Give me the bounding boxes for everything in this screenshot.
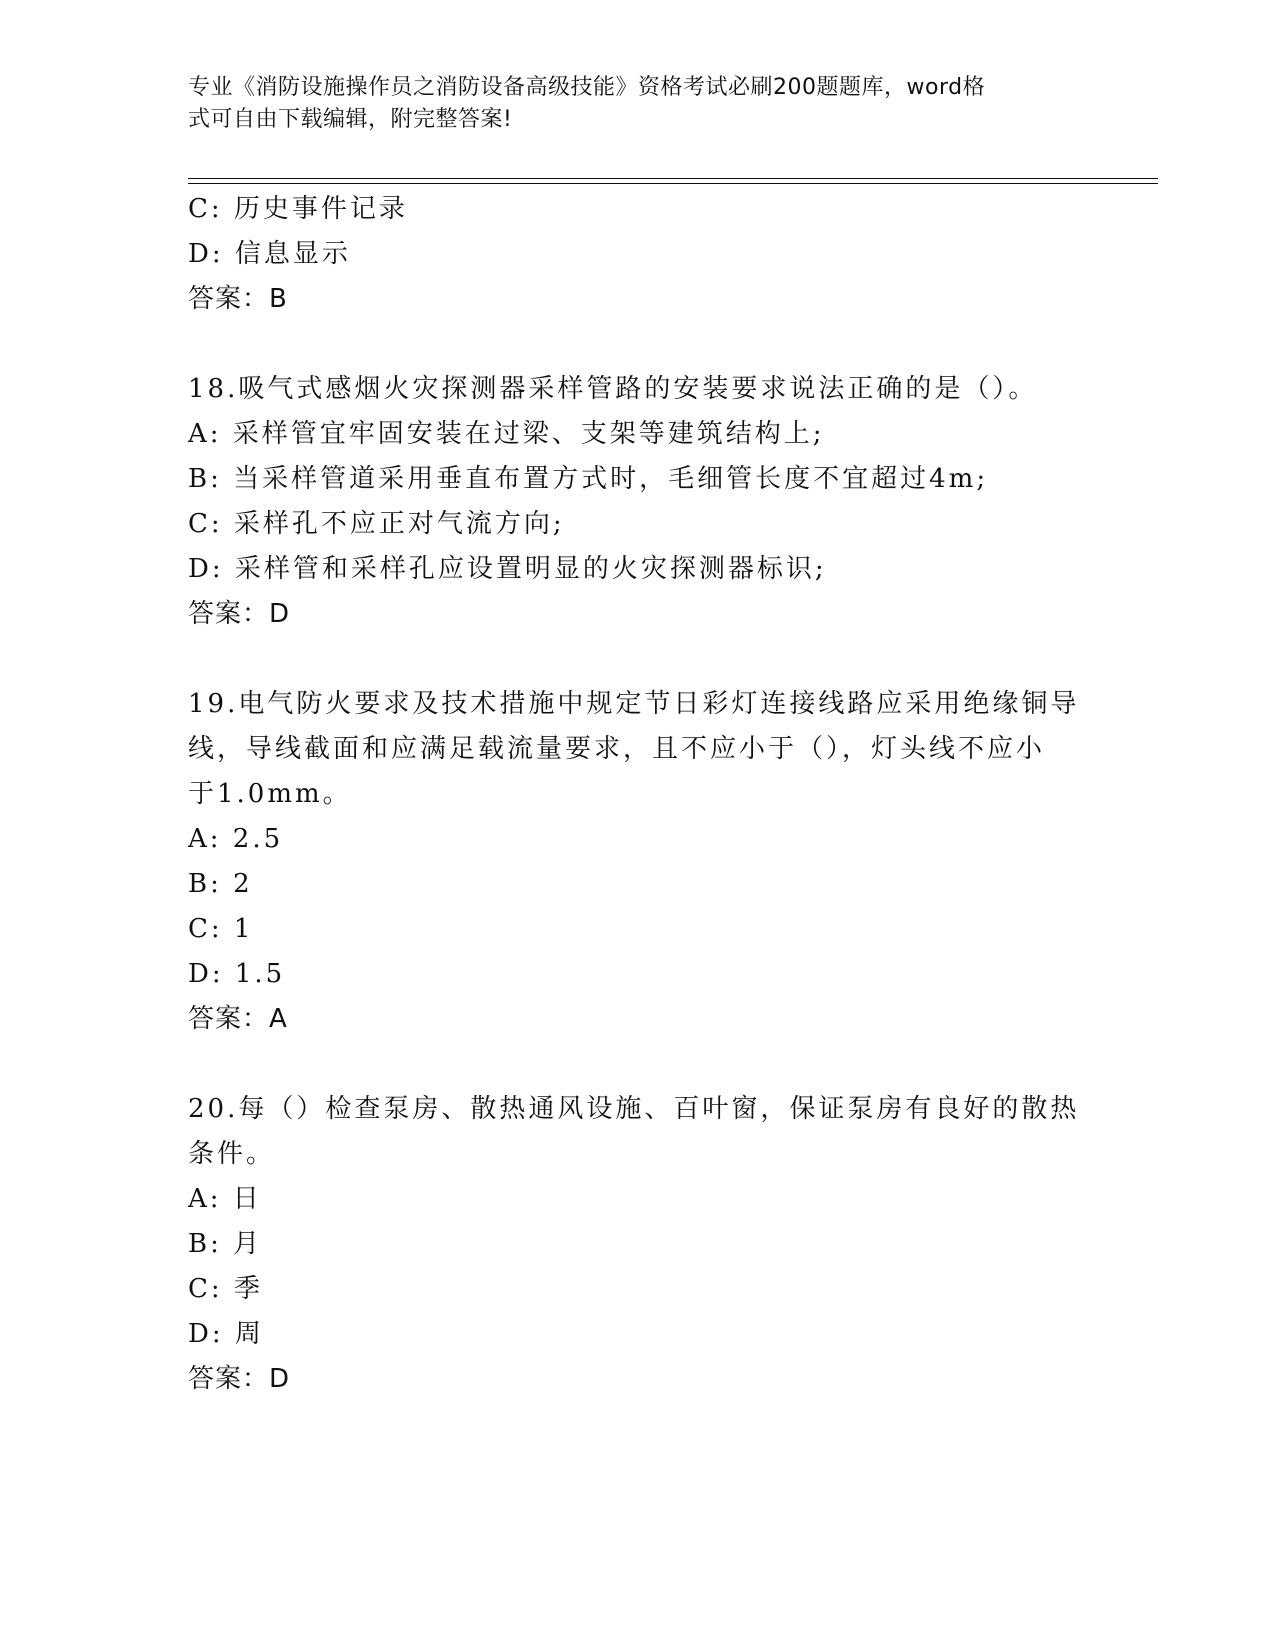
q20-stem-line-2: 条件。 bbox=[188, 1139, 276, 1169]
q19-option-d: D: 1.5 bbox=[188, 959, 286, 989]
prev-answer: 答案：B bbox=[188, 284, 288, 314]
q18-option-b: B: 当采样管道采用垂直布置方式时，毛细管长度不宜超过4m; bbox=[188, 464, 989, 494]
q18-option-a: A: 采样管宜牢固安装在过梁、支架等建筑结构上; bbox=[188, 419, 825, 449]
header-divider-top bbox=[188, 178, 1158, 179]
prev-option-c: C: 历史事件记录 bbox=[188, 194, 408, 224]
q18-answer: 答案：D bbox=[188, 599, 291, 629]
header-line-1: 专业《消防设施操作员之消防设备高级技能》资格考试必刷200题题库，word格 bbox=[188, 75, 986, 100]
q19-stem-line-3: 于1.0mm。 bbox=[188, 779, 352, 809]
q20-answer: 答案：D bbox=[188, 1364, 291, 1394]
q20-option-d: D: 周 bbox=[188, 1319, 264, 1349]
header-divider-bottom bbox=[188, 183, 1158, 184]
q20-option-c: C: 季 bbox=[188, 1274, 263, 1304]
q20-option-a: A: 日 bbox=[188, 1184, 262, 1214]
q19-answer: 答案：A bbox=[188, 1004, 288, 1034]
q18-option-c: C: 采样孔不应正对气流方向; bbox=[188, 509, 565, 539]
q19-option-b: B: 2 bbox=[188, 869, 253, 899]
q20-stem-line-1: 20.每（）检查泵房、散热通风设施、百叶窗，保证泵房有良好的散热 bbox=[188, 1094, 1080, 1124]
header-line-2: 式可自由下载编辑，附完整答案! bbox=[188, 107, 513, 132]
q19-stem-line-1: 19.电气防火要求及技术措施中规定节日彩灯连接线路应采用绝缘铜导 bbox=[188, 689, 1080, 719]
q19-stem-line-2: 线，导线截面和应满足载流量要求，且不应小于（），灯头线不应小 bbox=[188, 734, 1046, 764]
q20-option-b: B: 月 bbox=[188, 1229, 263, 1259]
q19-option-a: A: 2.5 bbox=[188, 824, 284, 854]
document-header bbox=[188, 72, 1068, 136]
prev-option-d: D: 信息显示 bbox=[188, 239, 351, 269]
q18-option-d: D: 采样管和采样孔应设置明显的火灾探测器标识; bbox=[188, 554, 827, 584]
q18-stem: 18.吸气式感烟火灾探测器采样管路的安装要求说法正确的是（）。 bbox=[188, 374, 1038, 404]
q19-option-c: C: 1 bbox=[188, 914, 254, 944]
